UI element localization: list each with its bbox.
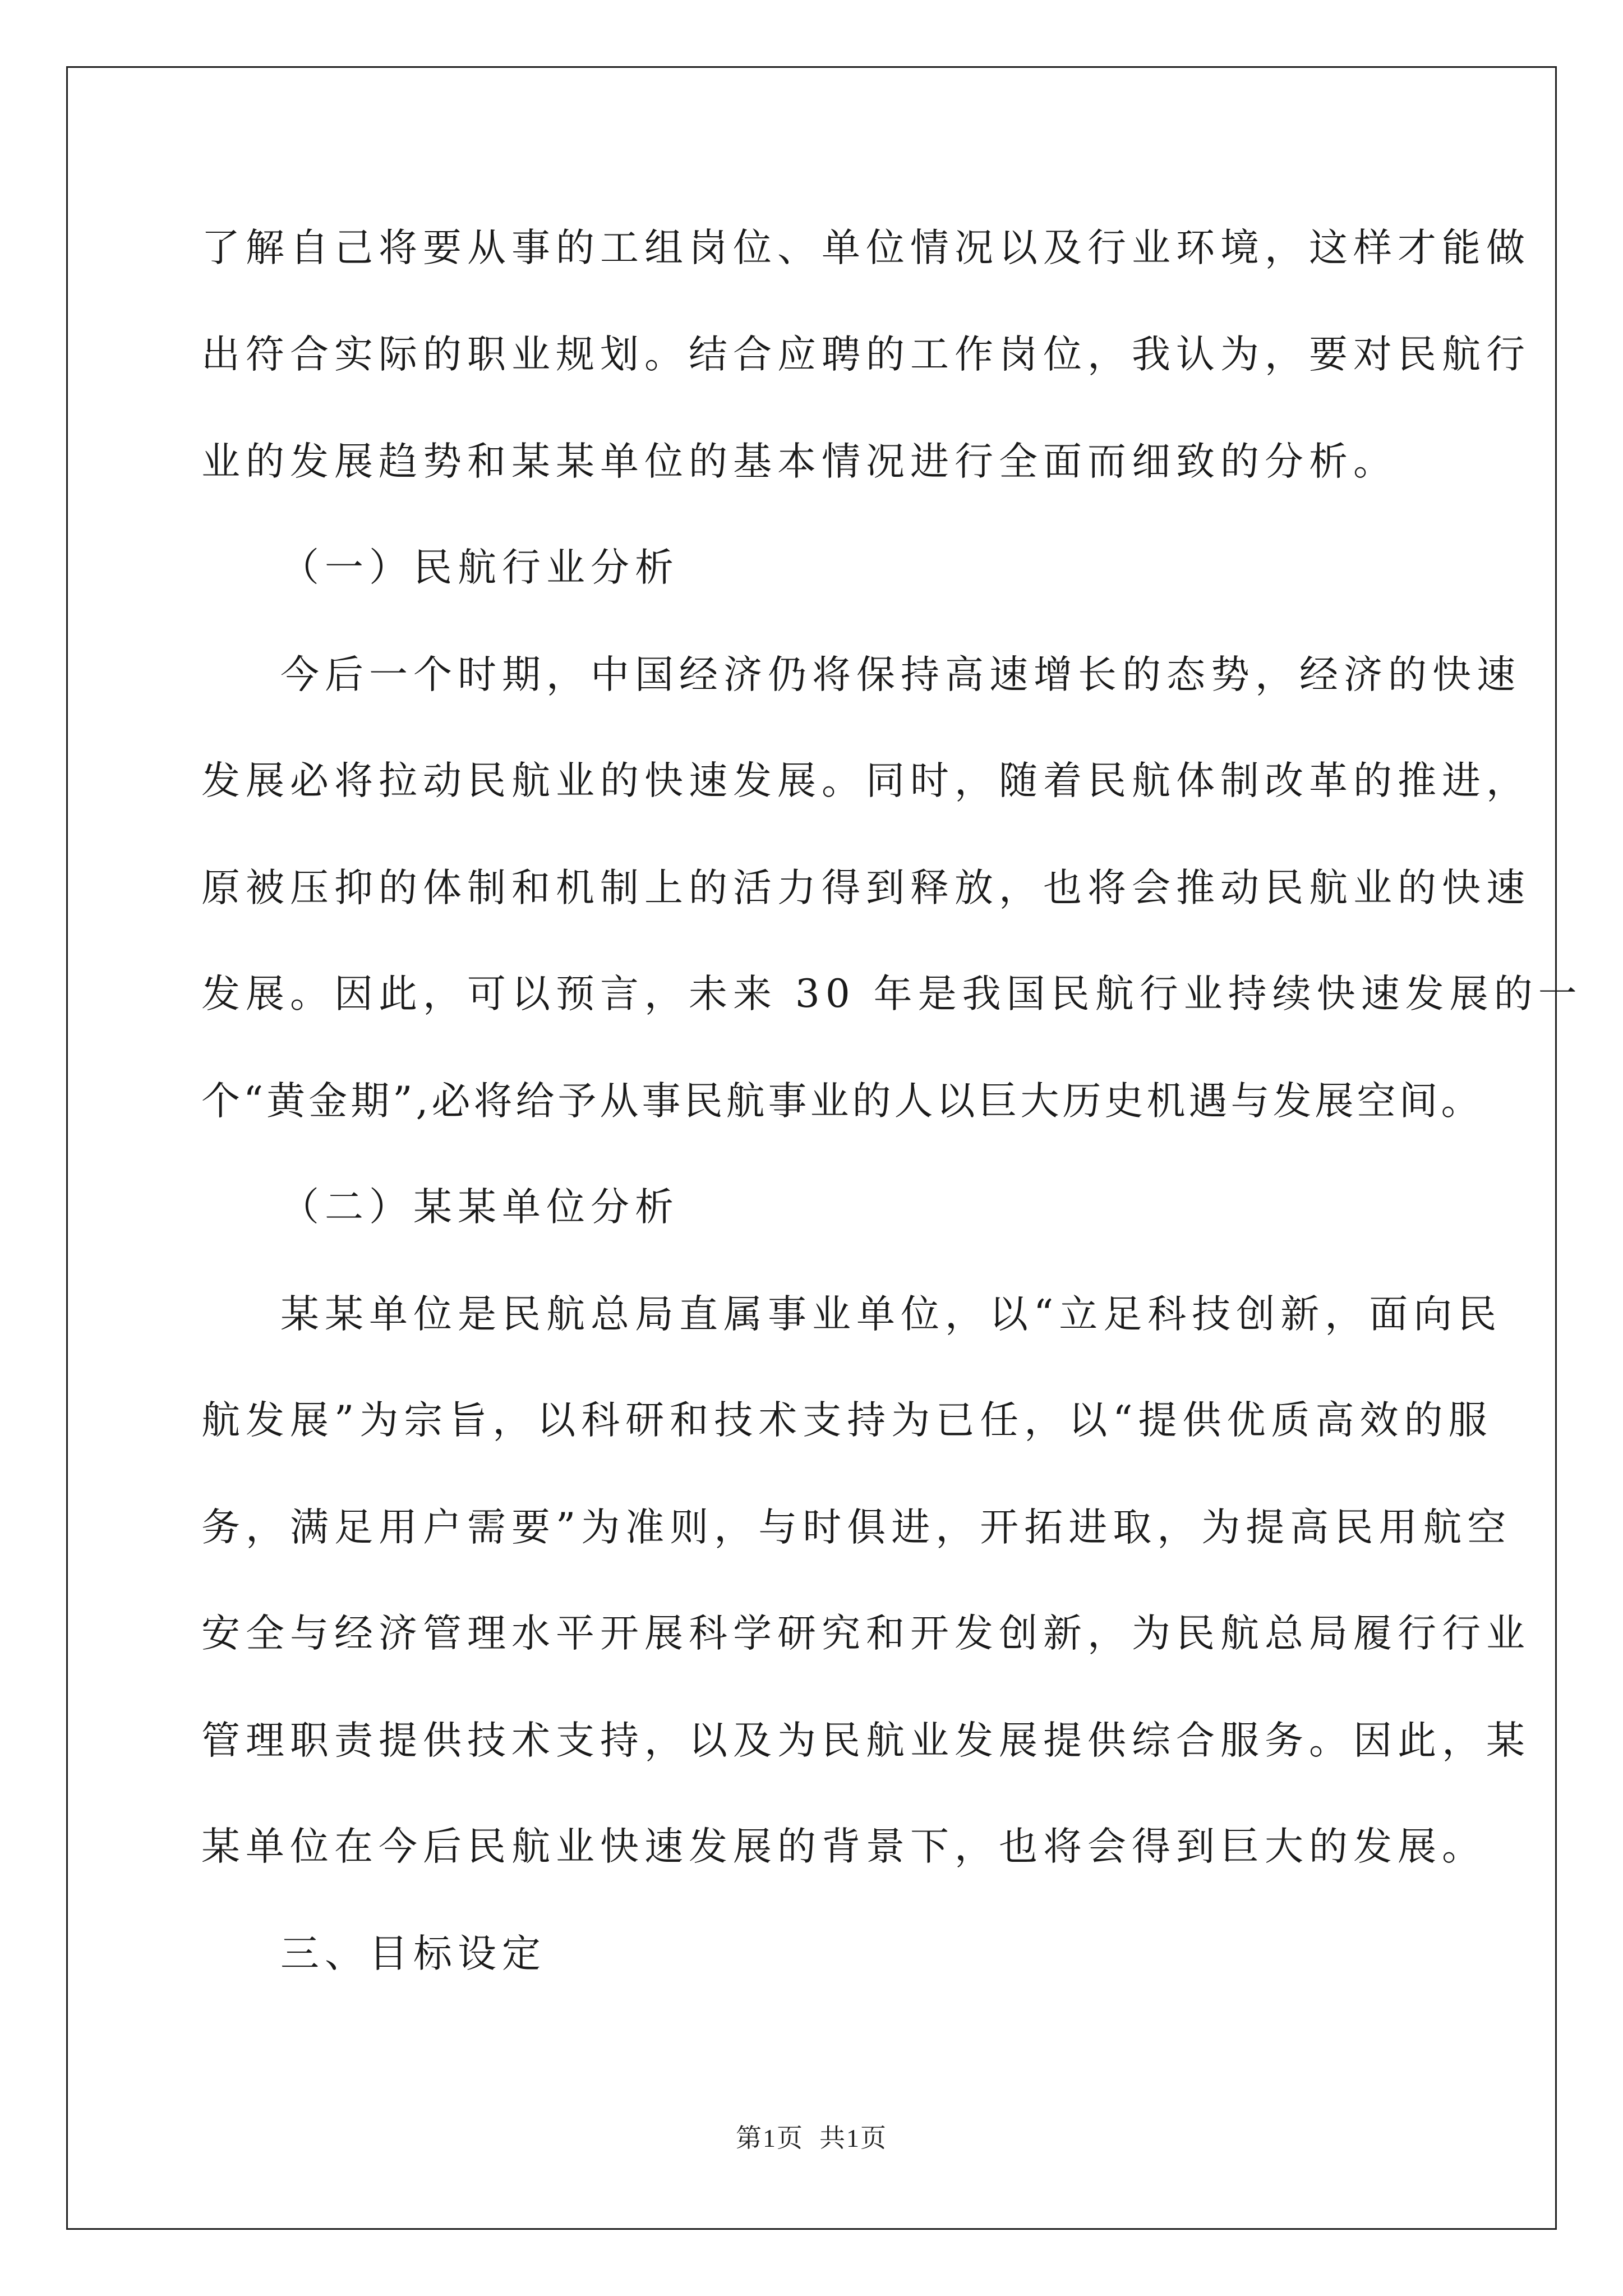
paragraph-line: 务，满足用户需要”为准则，与时俱进，开拓进取，为提高民用航空 bbox=[201, 1505, 1512, 1550]
section-heading-3: 三、目标设定 bbox=[280, 1931, 546, 1976]
page-total: 共1页 bbox=[819, 2124, 887, 2152]
paragraph-line: 管理职责提供技术支持，以及为民航业发展提供综合服务。因此，某 bbox=[201, 1718, 1530, 1763]
paragraph-line: 安全与经济管理水平开展科学研究和开发创新，为民航总局履行行业 bbox=[201, 1611, 1530, 1656]
page-number: 第1页 bbox=[736, 2124, 804, 2152]
paragraph-line: 航发展”为宗旨，以科研和技术支持为已任，以“提供优质高效的服 bbox=[201, 1398, 1493, 1443]
section-heading-2: （二）某某单位分析 bbox=[280, 1185, 679, 1230]
paragraph-line: 业的发展趋势和某某单位的基本情况进行全面而细致的分析。 bbox=[201, 439, 1398, 484]
paragraph-line: 某某单位是民航总局直属事业单位，以“立足科技创新，面向民 bbox=[280, 1292, 1502, 1337]
paragraph-line: 今后一个时期，中国经济仍将保持高速增长的态势，经济的快速 bbox=[280, 652, 1521, 697]
paragraph-line: 某单位在今后民航业快速发展的背景下，也将会得到巨大的发展。 bbox=[201, 1824, 1486, 1869]
paragraph-line: 个“黄金期”,必将给予从事民航事业的人以巨大历史机遇与发展空间。 bbox=[201, 1079, 1483, 1124]
section-heading-1: （一）民航行业分析 bbox=[280, 545, 679, 590]
page-border bbox=[66, 66, 1583, 2230]
paragraph-line: 了解自己将要从事的工组岗位、单位情况以及行业环境，这样才能做 bbox=[201, 226, 1530, 270]
page-footer bbox=[0, 2118, 1623, 2155]
paragraph-line: 原被压抑的体制和机制上的活力得到释放，也将会推动民航业的快速 bbox=[201, 866, 1530, 910]
paragraph-line: 发展。因此，可以预言，未来 30 年是我国民航行业持续快速发展的一 bbox=[201, 972, 1583, 1016]
paragraph-line: 出符合实际的职业规划。结合应聘的工作岗位，我认为，要对民航行 bbox=[201, 332, 1530, 377]
paragraph-line: 发展必将拉动民航业的快速发展。同时，随着民航体制改革的推进， bbox=[201, 758, 1530, 803]
